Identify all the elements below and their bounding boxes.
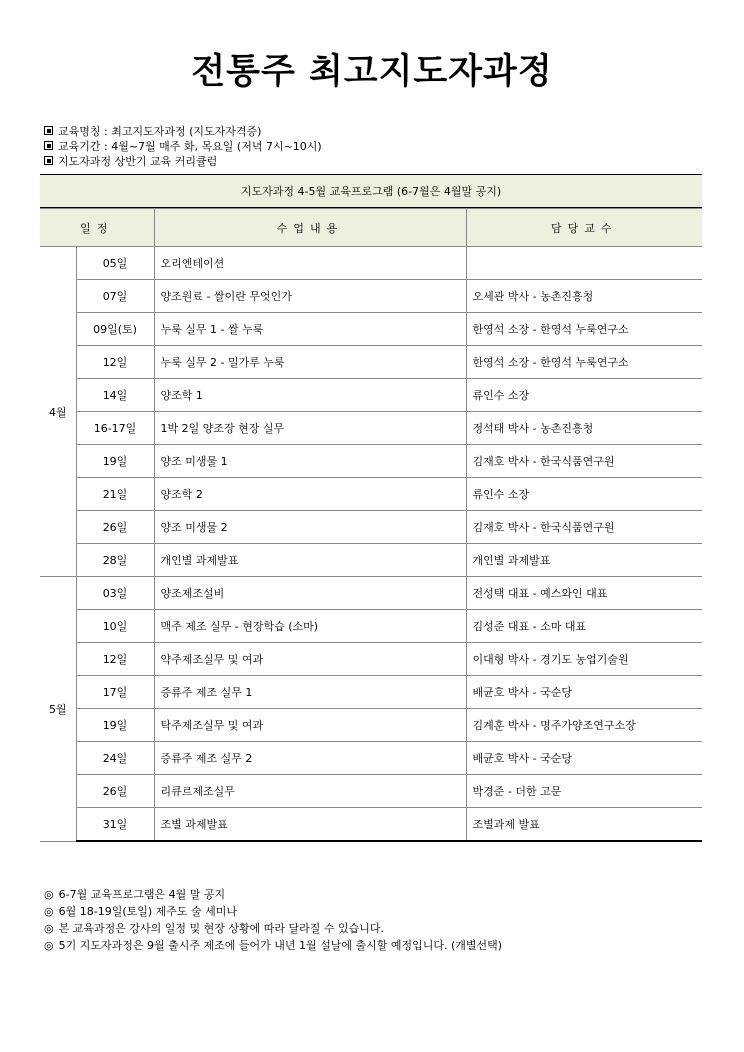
day-cell: 26일 [76,511,154,544]
header-content: 수업내용 [154,209,466,247]
day-cell: 17일 [76,676,154,709]
content-cell: 양조학 1 [154,379,466,412]
professor-cell: 배균호 박사 - 국순당 [466,742,702,775]
table-row [40,610,702,643]
table-row [40,577,702,610]
note-item [44,903,502,920]
day-cell: 21일 [76,478,154,511]
notes [44,886,502,954]
day-cell: 24일 [76,742,154,775]
schedule-body [40,247,702,842]
professor-cell: 박경준 - 더한 고문 [466,775,702,808]
professor-cell: 류인수 소장 [466,478,702,511]
professor-cell: 김성준 대표 - 소마 대표 [466,610,702,643]
square-bullet-icon [44,126,53,135]
info-period-text: 교육기간 : 4월~7월 매주 화, 목요일 (저녁 7시~10시) [58,140,322,153]
day-cell: 10일 [76,610,154,643]
note-item [44,937,502,954]
content-cell: 증류주 제조 실무 2 [154,742,466,775]
day-cell: 19일 [76,709,154,742]
day-cell: 31일 [76,808,154,842]
content-cell: 양조학 2 [154,478,466,511]
content-cell: 누룩 실무 1 - 쌀 누룩 [154,313,466,346]
info-name [44,124,322,139]
course-info [44,124,322,169]
content-cell: 조별 과제발표 [154,808,466,842]
table-row [40,775,702,808]
professor-cell: 배균호 박사 - 국순당 [466,676,702,709]
note-text: 6월 18-19일(토일) 제주도 술 세미나 [58,905,238,918]
day-cell: 16-17일 [76,412,154,445]
table-row [40,511,702,544]
double-circle-icon: ◎ [44,922,54,935]
table-row [40,544,702,577]
info-name-text: 교육명칭 : 최고지도자과정 (지도자자격증) [58,125,262,138]
professor-cell: 오세관 박사 - 농촌진흥청 [466,280,702,313]
table-row [40,247,702,280]
info-curriculum [44,154,322,169]
page-title: 전통주 최고지도자과정 [191,52,553,92]
table-row [40,676,702,709]
content-cell: 양조원료 - 쌀이란 무엇인가 [154,280,466,313]
month-cell: 4월 [40,247,76,577]
professor-cell: 김재호 박사 - 한국식품연구원 [466,445,702,478]
content-cell: 증류주 제조 실무 1 [154,676,466,709]
day-cell: 05일 [76,247,154,280]
professor-cell: 조별과제 발표 [466,808,702,842]
content-cell: 오리엔테이션 [154,247,466,280]
double-circle-icon: ◎ [44,905,54,918]
day-cell: 19일 [76,445,154,478]
content-cell: 탁주제조실무 및 여과 [154,709,466,742]
note-text: 5기 지도자과정은 9월 출시주 제조에 들어가 내년 1월 설날에 출시할 예정입니다. (개별선택) [58,939,503,952]
table-header-row [40,209,702,247]
info-period [44,139,322,154]
day-cell: 12일 [76,346,154,379]
table-row [40,313,702,346]
table-row [40,478,702,511]
table-row [40,379,702,412]
content-cell: 누룩 실무 2 - 밀가루 누룩 [154,346,466,379]
day-cell: 09일(토) [76,313,154,346]
month-cell: 5월 [40,577,76,842]
double-circle-icon: ◎ [44,888,54,901]
note-item [44,886,502,903]
double-circle-icon: ◎ [44,939,54,952]
content-cell: 개인별 과제발표 [154,544,466,577]
table-row [40,280,702,313]
square-bullet-icon [44,141,53,150]
day-cell: 12일 [76,643,154,676]
content-cell: 약주제조실무 및 여과 [154,643,466,676]
day-cell: 07일 [76,280,154,313]
table-row [40,412,702,445]
professor-cell: 김계훈 박사 - 명주가양조연구소장 [466,709,702,742]
content-cell: 1박 2일 양조장 현장 실무 [154,412,466,445]
note-text: 6-7월 교육프로그램은 4월 말 공지 [58,888,226,901]
table-row [40,346,702,379]
professor-cell: 정석태 박사 - 농촌진흥청 [466,412,702,445]
day-cell: 03일 [76,577,154,610]
professor-cell: 개인별 과제발표 [466,544,702,577]
note-item [44,920,502,937]
content-cell: 양조 미생물 1 [154,445,466,478]
info-curriculum-text: 지도자과정 상반기 교육 커리큘럼 [58,155,218,168]
note-text: 본 교육과정은 강사의 일정 및 현장 상황에 따라 달라질 수 있습니다. [58,922,384,935]
day-cell: 14일 [76,379,154,412]
professor-cell: 한영석 소장 - 한영석 누룩연구소 [466,313,702,346]
professor-cell: 전성택 대표 - 예스와인 대표 [466,577,702,610]
professor-cell: 김재호 박사 - 한국식품연구원 [466,511,702,544]
header-professor: 담당교수 [466,209,702,247]
professor-cell: 류인수 소장 [466,379,702,412]
table-row [40,709,702,742]
content-cell: 리큐르제조실무 [154,775,466,808]
table-row [40,808,702,842]
program-banner: 지도자과정 4-5월 교육프로그램 (6-7월은 4월말 공지) [40,174,702,208]
square-bullet-icon [44,156,53,165]
table-row [40,742,702,775]
schedule-table [40,208,702,842]
professor-cell: 이대형 박사 - 경기도 농업기술원 [466,643,702,676]
table-row [40,643,702,676]
professor-cell: 한영석 소장 - 한영석 누룩연구소 [466,346,702,379]
day-cell: 28일 [76,544,154,577]
content-cell: 양조제조설비 [154,577,466,610]
day-cell: 26일 [76,775,154,808]
header-schedule: 일정 [40,209,154,247]
content-cell: 맥주 제조 실무 - 현장학습 (소마) [154,610,466,643]
content-cell: 양조 미생물 2 [154,511,466,544]
table-row [40,445,702,478]
professor-cell [466,247,702,280]
